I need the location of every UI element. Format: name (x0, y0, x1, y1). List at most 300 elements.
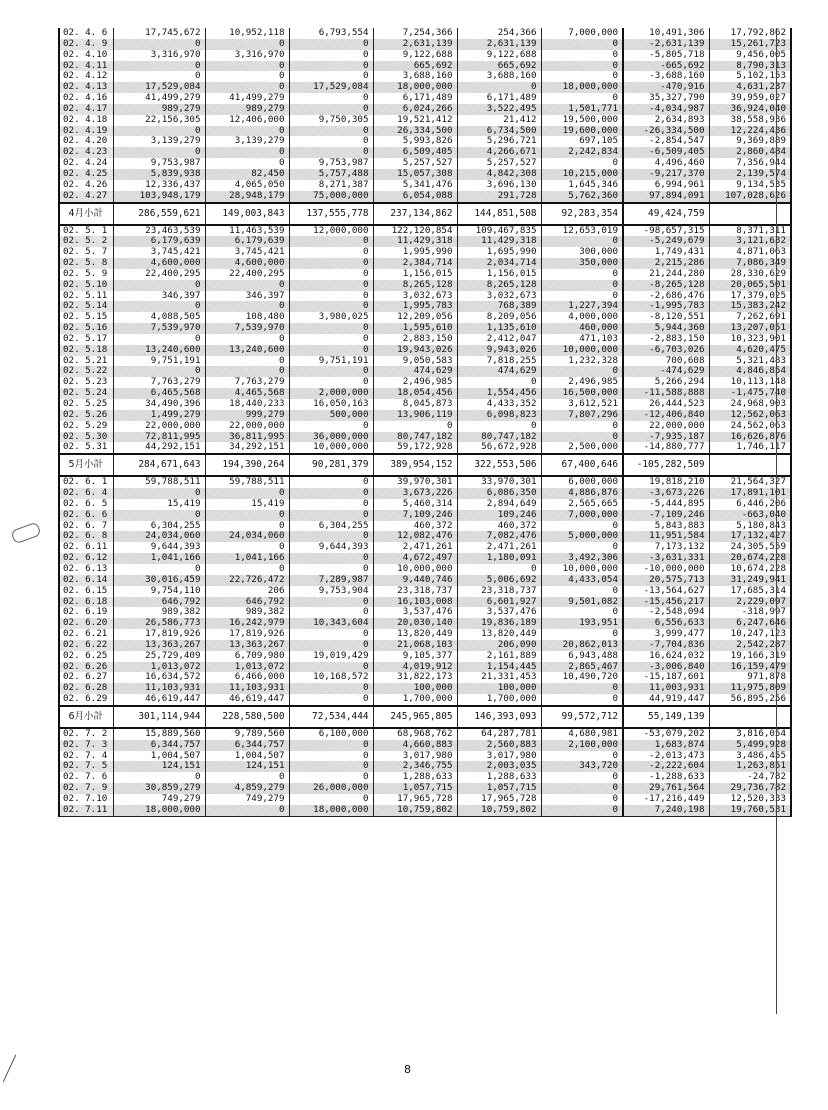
amount-cell: 2,496,985 (541, 377, 623, 388)
amount-cell: -663,040 (709, 510, 791, 521)
amount-cell: 6,509,405 (373, 147, 457, 158)
amount-cell: 989,279 (113, 104, 205, 115)
amount-cell: 0 (457, 564, 541, 575)
ledger-row (59, 147, 791, 158)
ledger-row (59, 191, 791, 203)
amount-cell: 0 (289, 772, 373, 783)
amount-cell: 12,406,000 (205, 115, 289, 126)
amount-cell: 9,644,393 (113, 542, 205, 553)
amount-cell: 59,788,511 (205, 476, 289, 488)
row-date: 02. 5.26 (59, 410, 113, 421)
amount-cell: 28,948,179 (205, 191, 289, 203)
amount-cell: 18,000,000 (289, 805, 373, 816)
row-date: 02. 4.17 (59, 104, 113, 115)
amount-cell: -8,120,551 (623, 312, 709, 323)
amount-cell: 25,729,409 (113, 651, 205, 662)
amount-cell: 4,859,279 (205, 783, 289, 794)
amount-cell: 1,263,851 (709, 761, 791, 772)
amount-cell: 0 (205, 510, 289, 521)
amount-cell: 9,369,889 (709, 136, 791, 147)
amount-cell: 194,390,264 (205, 454, 289, 476)
amount-cell: -7,109,246 (623, 510, 709, 521)
amount-cell: 6,709,980 (205, 651, 289, 662)
row-date: 02. 5. 8 (59, 258, 113, 269)
amount-cell: 5,757,488 (289, 169, 373, 180)
amount-cell: 971,878 (709, 672, 791, 683)
amount-cell: 0 (113, 61, 205, 72)
amount-cell: 17,891,101 (709, 488, 791, 499)
amount-cell: 11,103,931 (113, 683, 205, 694)
amount-cell: 1,057,715 (373, 783, 457, 794)
amount-cell: 0 (205, 366, 289, 377)
amount-cell: 6,100,000 (289, 728, 373, 740)
amount-cell: 20,674,228 (709, 553, 791, 564)
ledger-row (59, 356, 791, 367)
amount-cell: 34,490,396 (113, 399, 205, 410)
amount-cell: 0 (289, 61, 373, 72)
amount-cell: -10,000,000 (623, 564, 709, 575)
ledger-row (59, 640, 791, 651)
amount-cell: 24,034,060 (113, 531, 205, 542)
row-date: 02. 4.16 (59, 93, 113, 104)
amount-cell: 24,562,063 (709, 421, 791, 432)
row-date: 02. 6.26 (59, 662, 113, 673)
amount-cell: -53,079,202 (623, 728, 709, 740)
amount-cell: 1,156,015 (373, 269, 457, 280)
amount-cell: -7,935,187 (623, 432, 709, 443)
amount-cell: 3,522,495 (457, 104, 541, 115)
row-date: 02. 6.28 (59, 683, 113, 694)
amount-cell: 103,948,179 (113, 191, 205, 203)
amount-cell: 6,304,255 (289, 521, 373, 532)
amount-cell: 75,000,000 (289, 191, 373, 203)
amount-cell: 92,283,354 (541, 203, 623, 225)
row-date: 02. 4.24 (59, 158, 113, 169)
amount-cell: 0 (289, 761, 373, 772)
amount-cell: 0 (541, 61, 623, 72)
amount-cell: 3,139,279 (205, 136, 289, 147)
amount-cell: 5,006,692 (457, 575, 541, 586)
amount-cell: 0 (289, 740, 373, 751)
amount-cell: 6,446,206 (709, 499, 791, 510)
amount-cell: 29,736,782 (709, 783, 791, 794)
amount-cell: 0 (113, 280, 205, 291)
ledger-row (59, 607, 791, 618)
amount-cell: 460,372 (457, 521, 541, 532)
amount-cell: 6,179,639 (113, 236, 205, 247)
amount-cell: 749,279 (205, 794, 289, 805)
amount-cell: 124,151 (205, 761, 289, 772)
ledger-row (59, 564, 791, 575)
amount-cell: 109,246 (457, 510, 541, 521)
row-date: 02. 4.12 (59, 71, 113, 82)
amount-cell: 0 (289, 597, 373, 608)
amount-cell: 2,346,755 (373, 761, 457, 772)
amount-cell: 26,586,773 (113, 618, 205, 629)
amount-cell: 0 (289, 345, 373, 356)
amount-cell: 13,240,600 (113, 345, 205, 356)
amount-cell: 13,820,449 (457, 629, 541, 640)
amount-cell: 0 (541, 805, 623, 816)
amount-cell: 44,919,447 (623, 694, 709, 706)
row-date: 02. 4.20 (59, 136, 113, 147)
amount-cell: 10,343,604 (289, 618, 373, 629)
row-date: 02. 6.19 (59, 607, 113, 618)
amount-cell (709, 203, 791, 225)
amount-cell: 0 (541, 794, 623, 805)
amount-cell: 2,631,139 (457, 39, 541, 50)
amount-cell: 99,572,712 (541, 706, 623, 728)
amount-cell: 2,161,889 (457, 651, 541, 662)
amount-cell: 46,619,447 (205, 694, 289, 706)
ledger-row (59, 258, 791, 269)
amount-cell: 1,288,633 (373, 772, 457, 783)
amount-cell: 4,465,568 (205, 388, 289, 399)
ledger-row (59, 531, 791, 542)
amount-cell: 2,471,261 (457, 542, 541, 553)
amount-cell: 59,172,928 (373, 442, 457, 454)
amount-cell: 0 (289, 247, 373, 258)
row-date: 02. 4.11 (59, 61, 113, 72)
amount-cell: 0 (289, 334, 373, 345)
amount-cell: 0 (289, 258, 373, 269)
row-date: 02. 6. 1 (59, 476, 113, 488)
amount-cell: 0 (205, 39, 289, 50)
amount-cell: 6,247,646 (709, 618, 791, 629)
amount-cell: 474,629 (457, 366, 541, 377)
row-date: 02. 5. 9 (59, 269, 113, 280)
amount-cell: 0 (373, 421, 457, 432)
row-date: 02. 6.15 (59, 586, 113, 597)
row-date: 02. 6. 7 (59, 521, 113, 532)
amount-cell: -105,282,509 (623, 454, 709, 476)
amount-cell: 38,558,936 (709, 115, 791, 126)
amount-cell: -3,688,160 (623, 71, 709, 82)
row-date: 02. 4.19 (59, 126, 113, 137)
ledger-row (59, 510, 791, 521)
amount-cell: 7,000,000 (541, 28, 623, 39)
amount-cell: 0 (289, 377, 373, 388)
amount-cell: 7,082,476 (457, 531, 541, 542)
ledger-row (59, 553, 791, 564)
amount-cell: 9,134,535 (709, 180, 791, 191)
amount-cell: 11,951,584 (623, 531, 709, 542)
amount-cell: 149,003,843 (205, 203, 289, 225)
ledger-row (59, 597, 791, 608)
amount-cell: 0 (289, 421, 373, 432)
amount-cell: 1,013,072 (205, 662, 289, 673)
amount-cell: 21,244,280 (623, 269, 709, 280)
row-date: 02. 6. 8 (59, 531, 113, 542)
amount-cell: 10,247,123 (709, 629, 791, 640)
amount-cell: 0 (541, 607, 623, 618)
amount-cell: 0 (113, 39, 205, 50)
amount-cell: 109,467,835 (457, 225, 541, 237)
amount-cell: 22,400,295 (113, 269, 205, 280)
amount-cell: 16,050,163 (289, 399, 373, 410)
amount-cell: -98,657,315 (623, 225, 709, 237)
amount-cell: 7,763,279 (205, 377, 289, 388)
amount-cell: 34,292,151 (205, 442, 289, 454)
amount-cell: 3,612,521 (541, 399, 623, 410)
amount-cell: 5,321,483 (709, 356, 791, 367)
row-date: 02. 7. 9 (59, 783, 113, 794)
amount-cell: 291,728 (457, 191, 541, 203)
ledger-row (59, 323, 791, 334)
amount-cell: 1,595,610 (373, 323, 457, 334)
amount-cell: 0 (541, 39, 623, 50)
amount-cell: 8,265,128 (457, 280, 541, 291)
amount-cell: 0 (541, 366, 623, 377)
amount-cell: 0 (289, 104, 373, 115)
amount-cell: 0 (289, 291, 373, 302)
amount-cell: 5,180,843 (709, 521, 791, 532)
amount-cell: 16,634,572 (113, 672, 205, 683)
amount-cell: 6,098,823 (457, 410, 541, 421)
amount-cell: 9,644,393 (289, 542, 373, 553)
amount-cell: -11,588,888 (623, 388, 709, 399)
amount-cell: 7,000,000 (541, 510, 623, 521)
amount-cell: 2,242,834 (541, 147, 623, 158)
amount-cell: 15,419 (205, 499, 289, 510)
ledger-row (59, 488, 791, 499)
ledger-row (59, 269, 791, 280)
amount-cell: 3,537,476 (373, 607, 457, 618)
amount-cell (709, 706, 791, 728)
amount-cell: 1,227,394 (541, 301, 623, 312)
amount-cell: 10,168,572 (289, 672, 373, 683)
amount-cell: 6,994,961 (623, 180, 709, 191)
row-date: 02. 6.18 (59, 597, 113, 608)
amount-cell: 4,631,237 (709, 82, 791, 93)
amount-cell: 0 (113, 147, 205, 158)
ledger-row (59, 247, 791, 258)
amount-cell: 0 (289, 39, 373, 50)
row-date: 02. 4. 6 (59, 28, 113, 39)
amount-cell: 0 (289, 476, 373, 488)
row-date: 02. 5. 1 (59, 225, 113, 237)
amount-cell: 6,601,927 (457, 597, 541, 608)
amount-cell: 0 (541, 421, 623, 432)
amount-cell: 0 (113, 772, 205, 783)
amount-cell: 389,954,152 (373, 454, 457, 476)
amount-cell: 36,811,995 (205, 432, 289, 443)
row-date: 02. 6.12 (59, 553, 113, 564)
amount-cell: 300,000 (541, 247, 623, 258)
amount-cell: 0 (289, 553, 373, 564)
amount-cell: 665,692 (373, 61, 457, 72)
amount-cell: -2,854,547 (623, 136, 709, 147)
amount-cell: 0 (113, 334, 205, 345)
amount-cell: 0 (541, 71, 623, 82)
amount-cell: 6,344,757 (113, 740, 205, 751)
amount-cell: 193,951 (541, 618, 623, 629)
ledger-row (59, 683, 791, 694)
amount-cell: 44,292,151 (113, 442, 205, 454)
amount-cell: 12,520,333 (709, 794, 791, 805)
amount-cell: 346,397 (113, 291, 205, 302)
amount-cell: 0 (205, 61, 289, 72)
amount-cell: 1,746,117 (709, 442, 791, 454)
amount-cell: 0 (541, 269, 623, 280)
amount-cell: 0 (289, 366, 373, 377)
amount-cell: 2,565,665 (541, 499, 623, 510)
amount-cell: 49,424,759 (623, 203, 709, 225)
amount-cell: 17,792,862 (709, 28, 791, 39)
amount-cell: 1,156,015 (457, 269, 541, 280)
ledger-row (59, 586, 791, 597)
amount-cell: 7,539,970 (113, 323, 205, 334)
ledger-row (59, 432, 791, 443)
amount-cell: 5,762,360 (541, 191, 623, 203)
amount-cell: 19,019,429 (289, 651, 373, 662)
amount-cell: 19,836,189 (457, 618, 541, 629)
amount-cell: 2,865,467 (541, 662, 623, 673)
amount-cell: 22,400,295 (205, 269, 289, 280)
amount-cell: 3,316,970 (205, 50, 289, 61)
row-date: 02. 5.14 (59, 301, 113, 312)
amount-cell: 2,542,287 (709, 640, 791, 651)
amount-cell: 989,279 (205, 104, 289, 115)
amount-cell: 4,433,054 (541, 575, 623, 586)
amount-cell: 13,363,267 (205, 640, 289, 651)
amount-cell: 16,500,000 (541, 388, 623, 399)
amount-cell: 206 (205, 586, 289, 597)
row-date: 02. 5.18 (59, 345, 113, 356)
amount-cell: 80,747,182 (457, 432, 541, 443)
amount-cell: 1,645,346 (541, 180, 623, 191)
amount-cell (709, 454, 791, 476)
ledger-body (59, 28, 791, 816)
amount-cell: 7,086,349 (709, 258, 791, 269)
amount-cell: 0 (541, 93, 623, 104)
amount-cell: 6,054,088 (373, 191, 457, 203)
amount-cell: 90,281,379 (289, 454, 373, 476)
amount-cell: 17,529,084 (113, 82, 205, 93)
amount-cell: 0 (205, 805, 289, 816)
amount-cell: 6,734,500 (457, 126, 541, 137)
amount-cell: 12,082,476 (373, 531, 457, 542)
amount-cell: 1,180,091 (457, 553, 541, 564)
amount-cell: 10,759,802 (373, 805, 457, 816)
amount-cell: 4,088,505 (113, 312, 205, 323)
amount-cell: 9,501,082 (541, 597, 623, 608)
amount-cell: 665,692 (457, 61, 541, 72)
amount-cell: 8,265,128 (373, 280, 457, 291)
amount-cell: 6,943,488 (541, 651, 623, 662)
amount-cell: 3,696,130 (457, 180, 541, 191)
row-date: 02. 5.16 (59, 323, 113, 334)
amount-cell: 0 (113, 564, 205, 575)
row-date: 02. 5. 2 (59, 236, 113, 247)
amount-cell: 1,041,166 (113, 553, 205, 564)
amount-cell: 8,790,313 (709, 61, 791, 72)
amount-cell: 4,660,883 (373, 740, 457, 751)
row-date: 02. 5.29 (59, 421, 113, 432)
amount-cell: -24,782 (709, 772, 791, 783)
amount-cell: 2,034,714 (457, 258, 541, 269)
amount-cell: 8,271,387 (289, 180, 373, 191)
amount-cell: 23,318,737 (373, 586, 457, 597)
ledger-row (59, 345, 791, 356)
amount-cell: -474,629 (623, 366, 709, 377)
amount-cell: 0 (541, 772, 623, 783)
amount-cell: 22,000,000 (623, 421, 709, 432)
amount-cell: 3,032,673 (457, 291, 541, 302)
amount-cell: 21,068,103 (373, 640, 457, 651)
amount-cell: 41,499,279 (113, 93, 205, 104)
ledger-row (59, 542, 791, 553)
amount-cell: 1,057,715 (457, 783, 541, 794)
ledger-row (59, 794, 791, 805)
ledger-row (59, 783, 791, 794)
row-date: 02. 7. 6 (59, 772, 113, 783)
amount-cell: 16,624,032 (623, 651, 709, 662)
amount-cell: -2,631,139 (623, 39, 709, 50)
row-date: 02. 6.14 (59, 575, 113, 586)
amount-cell: 55,149,139 (623, 706, 709, 728)
ledger-row (59, 126, 791, 137)
amount-cell: 4,496,460 (623, 158, 709, 169)
amount-cell: 16,242,979 (205, 618, 289, 629)
amount-cell: 1,499,279 (113, 410, 205, 421)
amount-cell: -470,916 (623, 82, 709, 93)
right-margin-rule (776, 28, 778, 1014)
amount-cell: 122,120,854 (373, 225, 457, 237)
amount-cell: 17,685,314 (709, 586, 791, 597)
amount-cell: 3,139,279 (113, 136, 205, 147)
amount-cell: 24,034,060 (205, 531, 289, 542)
amount-cell: -2,883,150 (623, 334, 709, 345)
subtotal-row (59, 203, 791, 225)
amount-cell: -4,034,987 (623, 104, 709, 115)
amount-cell: 474,629 (373, 366, 457, 377)
amount-cell: 7,173,132 (623, 542, 709, 553)
amount-cell: 67,400,646 (541, 454, 623, 476)
row-date: 02. 5.25 (59, 399, 113, 410)
amount-cell: 999,279 (205, 410, 289, 421)
amount-cell: 768,389 (457, 301, 541, 312)
amount-cell: 0 (541, 783, 623, 794)
amount-cell: 26,334,500 (373, 126, 457, 137)
amount-cell: 2,215,286 (623, 258, 709, 269)
amount-cell: -14,880,777 (623, 442, 709, 454)
ledger-row (59, 366, 791, 377)
amount-cell: 2,000,000 (289, 388, 373, 399)
amount-cell: 0 (289, 510, 373, 521)
amount-cell: 0 (541, 291, 623, 302)
amount-cell: 68,968,762 (373, 728, 457, 740)
amount-cell: 3,745,421 (205, 247, 289, 258)
amount-cell: 28,330,629 (709, 269, 791, 280)
amount-cell: 12,562,063 (709, 410, 791, 421)
amount-cell: 2,471,261 (373, 542, 457, 553)
ledger-row (59, 82, 791, 93)
amount-cell: 21,331,453 (457, 672, 541, 683)
ledger-row (59, 751, 791, 762)
subtotal-label: 4月小計 (59, 203, 113, 225)
amount-cell: 17,819,926 (113, 629, 205, 640)
amount-cell: 35,327,790 (623, 93, 709, 104)
amount-cell: 19,943,026 (373, 345, 457, 356)
row-date: 02. 5.21 (59, 356, 113, 367)
amount-cell: 3,980,025 (289, 312, 373, 323)
amount-cell: 21,564,327 (709, 476, 791, 488)
amount-cell: 20,030,140 (373, 618, 457, 629)
amount-cell: 146,393,093 (457, 706, 541, 728)
amount-cell: 0 (113, 126, 205, 137)
amount-cell: 108,480 (205, 312, 289, 323)
